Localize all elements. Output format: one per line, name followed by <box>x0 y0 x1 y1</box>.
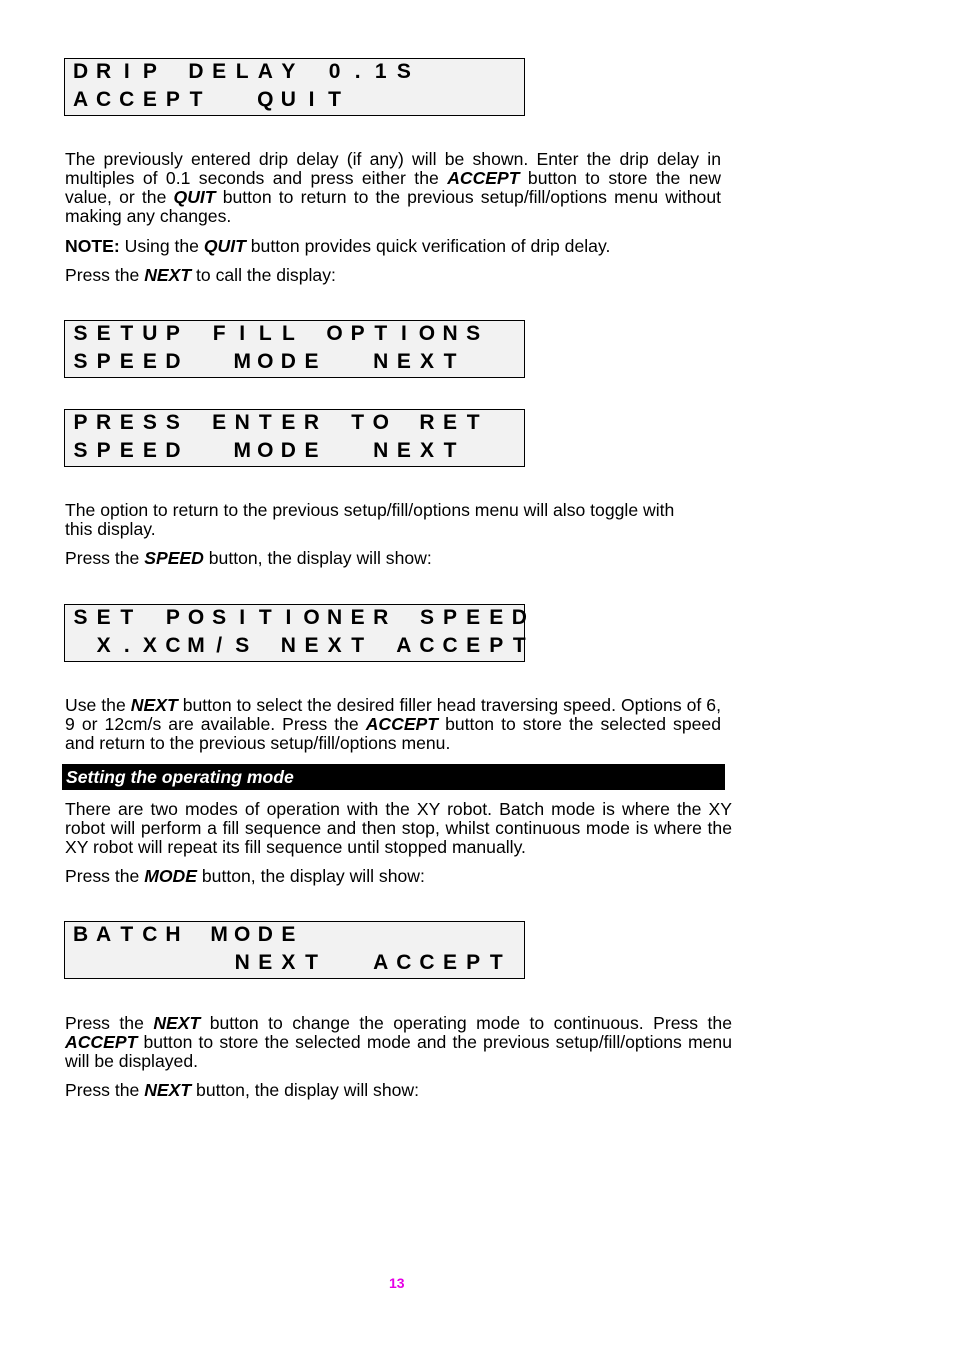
lcd-line-2: X . X C M / S N E X T A C C E P T <box>96 634 526 657</box>
paragraph-press-mode: Press the MODE button, the display will show: <box>65 866 425 886</box>
lcd-display-positioner-speed <box>64 604 525 662</box>
lcd-display-batch-mode <box>64 921 525 979</box>
lcd-line-2: S P E E D M O D E N E X T <box>73 350 457 373</box>
page-number: 13 <box>389 1275 405 1291</box>
section-heading: Setting the operating mode <box>62 764 725 790</box>
lcd-line-2: A C C E P T Q U I T <box>72 88 341 111</box>
paragraph-drip-delay: The previously entered drip delay (if any) will be shown. Enter the drip delay in multiples of 0.1 seconds and press either the ACCEPT button to store the new value, or the QUIT button to return to the previous setup/fill/options menu without making any changes. <box>65 149 722 226</box>
paragraph-press-next: Press the NEXT to call the display: <box>65 265 336 285</box>
lcd-line-1: B A T C H M O D E <box>72 923 296 946</box>
paragraph-change-mode: Press the NEXT button to change the operating mode to continuous. Press the ACCEPT button to store the selected mode and the previous setup/fill/options menu will be displayed. <box>65 1013 732 1071</box>
paragraph-use-next: Use the NEXT button to select the desired filler head traversing speed. Options of 6, 9 or 12cm/s are available. Press the ACCEPT button to store the selected speed and return to the previous setup/fill/options menu. <box>65 695 721 753</box>
lcd-display-drip-delay <box>64 58 525 116</box>
lcd-display-press-enter <box>64 409 525 467</box>
paragraph-press-next-2: Press the NEXT button, the display will show: <box>65 1080 420 1100</box>
lcd-line-2: S P E E D M O D E N E X T <box>73 439 457 462</box>
lcd-line-1: S E T P O S I T I O N E R S P E E D <box>73 606 527 629</box>
paragraph-modes: There are two modes of operation with the XY robot. Batch mode is where the XY robot will perform a fill sequence and then stop, whilst continuous mode is where the XY robot will repeat its fill sequence until stopped manually. <box>65 799 732 857</box>
lcd-line-1: P R E S S E N T E R T O R E T <box>73 411 480 434</box>
paragraph-note: NOTE: Using the QUIT button provides quick verification of drip delay. <box>65 236 611 256</box>
lcd-display-setup-fill-options <box>64 320 525 378</box>
lcd-line-1: S E T U P F I L L O P T I O N S <box>73 322 481 345</box>
paragraph-toggle: The option to return to the previous setup/fill/options menu will also toggle with this display. <box>65 500 675 539</box>
lcd-line-1: D R I P D E L A Y 0 . 1 S <box>72 60 411 83</box>
paragraph-press-speed: Press the SPEED button, the display will show: <box>65 548 432 568</box>
lcd-line-2: N E X T A C C E P T <box>234 951 503 974</box>
